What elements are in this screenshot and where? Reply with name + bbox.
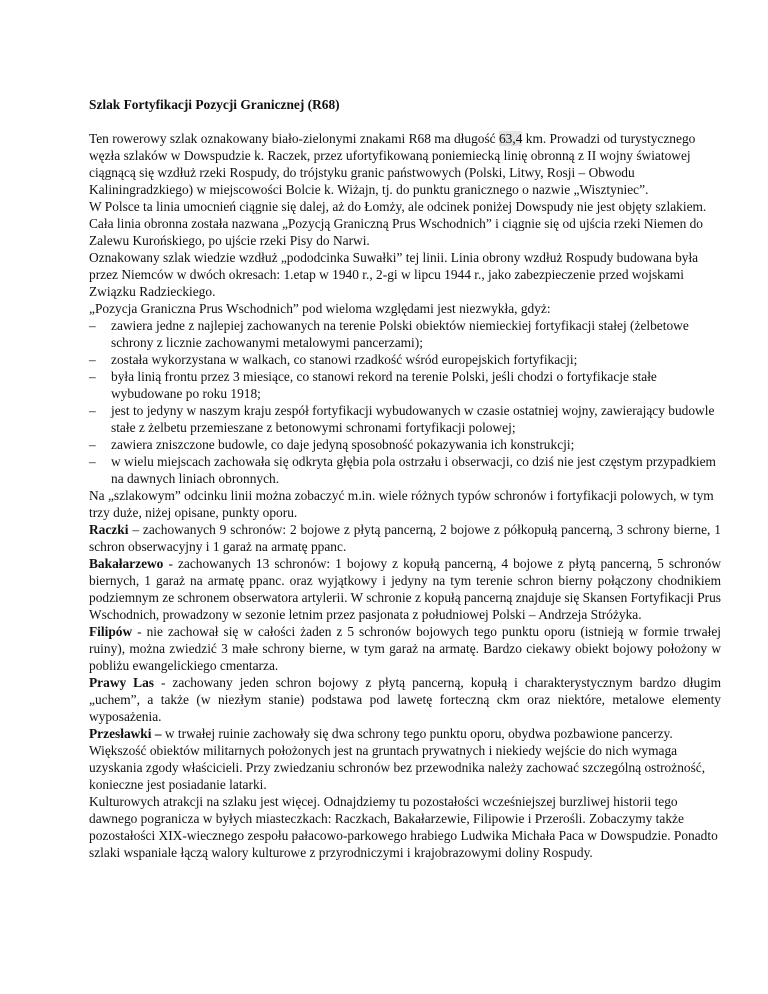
- point-description: - nie zachował się w całości żaden z 5 schronów bojowych tego punktu oporu (istnieją w formie trwałej ruiny), można zwiedzić 3 małe schrony bierne, w tym garaż na armatę. Bardzo ciekawy obiekt bojowy położony w pobliżu ewangelickiego cmentarza.: [89, 624, 721, 673]
- highlighted-distance: 63,4: [498, 131, 523, 146]
- paragraph-route: Oznakowany szlak wiedzie wzdłuż „pododcinka Suwałki” tej linii. Linia obrony wzdłuż Rospudy budowana była przez Niemców w dwóch okresach: 1.etap w 1940 r., 2-gi w lipcu 1944 r., jako zabezpieczenie przed wojskami Związku Radzieckiego.: [89, 250, 699, 299]
- list-item: – w wielu miejscach zachowała się odkryta głębia pola ostrzału i obserwacji, co dziś nie jest częstym przypadkiem na dawnych liniach obronnych.: [89, 453, 721, 487]
- paragraph-visiting: Większość obiektów militarnych położonych jest na gruntach prywatnych i niekiedy wejście do nich wymaga uzyskania zgody właścicieli. Przy zwiedzaniu schronów bez przewodnika należy zachować szczególną ostrożność, konieczne jest posiadanie latarki.: [89, 743, 706, 792]
- paragraph-culture: Kulturowych atrakcji na szlaku jest więcej. Odnajdziemy tu pozostałości wcześniejszej burzliwej historii tego dawnego pogranicza w byłych miasteczkach: Raczkach, Bakałarzewie, Filipowie i Przerośli. Zobaczymy także pozostałości XIX-wiecznego zespołu pałacowo-parkowego hrabiego Ludwika Michała Paca w Dowspudzie. Ponadto szlaki wspaniale łączą walory kulturowe z przyrodniczymi i krajobrazowymi doliny Rospudy.: [89, 794, 718, 860]
- point-description: - zachowanych 13 schronów: 1 bojowy z kopułą pancerną, 4 bojowe z płytą pancerną, 5 schronów biernych, 1 garaż na armatę ppanc. oraz wyjątkowy i jedyny na tym terenie schron bierny połączony chodnikiem podziemnym ze schronem obserwatora artylerii. W schronie z kopułą pancerną znajduje się Skansen Fortyfikacji Prus Wschodnich, prowadzony w sezonie letnim przez pasjonata z południowej Polski – Andrzeja Stróżyka.: [89, 556, 722, 622]
- document-page: [89, 96, 721, 861]
- point-przeslawki: [89, 725, 721, 742]
- paragraph-extent: W Polsce ta linia umocnień ciągnie się dalej, aż do Łomży, ale odcinek poniżej Dowspudy nie jest objęty szlakiem. Cała linia obronna została nazwana „Pozycją Graniczną Prus Wschodnich” i ciągnie się od ujścia rzeki Niemen do Zalewu Kurońskiego, po ujście rzeki Pisy do Narwi.: [89, 199, 707, 248]
- point-name: Filipów: [89, 624, 133, 639]
- point-filipow: [89, 623, 721, 674]
- document-title: Szlak Fortyfikacji Pozycji Granicznej (R68): [89, 97, 340, 112]
- point-prawy-las: [89, 674, 721, 725]
- point-raczki: [89, 521, 721, 555]
- point-bakalarzewo: [89, 555, 721, 623]
- intro-text-start: Ten rowerowy szlak oznakowany biało-zielonymi znakami R68 ma długość: [89, 131, 499, 146]
- list-item: – jest to jedyny w naszym kraju zespół fortyfikacji wybudowanych w czasie ostatniej wojny, zawierający budowle stałe z żelbetu przemieszane z betonowymi schronami fortyfikacji polowej;: [89, 402, 721, 436]
- list-item: – była linią frontu przez 3 miesiące, co stanowi rekord na terenie Polski, jeśli chodzi o fortyfikacje stałe wybudowane po roku 1918;: [89, 368, 721, 402]
- list-item: – zawiera zniszczone budowle, co daje jedyną sposobność pokazywania ich konstrukcji;: [89, 436, 721, 453]
- list-item: – zawiera jedne z najlepiej zachowanych na terenie Polski obiektów niemieckiej fortyfikacji stałej (żelbetowe schrony z licznie zachowanymi metalowymi pancerzami);: [89, 317, 721, 351]
- point-name: Prawy Las: [89, 675, 154, 690]
- point-name: Raczki: [89, 522, 129, 537]
- paragraph-features-intro: „Pozycja Graniczna Prus Wschodnich” pod wieloma względami jest niezwykła, gdyż:: [89, 301, 551, 316]
- point-description: w trwałej ruinie zachowały się dwa schrony tego punktu oporu, obydwa pozbawione pancerzy.: [161, 726, 673, 741]
- intro-paragraph: [89, 130, 721, 198]
- paragraph-points-intro: Na „szlakowym” odcinku linii można zobaczyć m.in. wiele różnych typów schronów i fortyfikacji polowych, w tym trzy duże, niżej opisane, punkty oporu.: [89, 488, 714, 520]
- point-name: Bakałarzewo: [89, 556, 164, 571]
- point-name: Przesławki –: [89, 726, 162, 741]
- intro-text-end: km. Prowadzi od turystycznego węzła szlaków w Dowspudzie k. Raczek, przez ufortyfikowaną poniemiecką linię obronną z II wojny światowej ciągnącą się wzdłuż rzeki Rospudy, do trójstyku granic państwowych (Polski, Litwy, Rosji – Obwodu Kaliningradzkiego) w miejscowości Bolcie k. Wiżajn, tj. do punktu granicznego o nazwie „Wisztyniec”.: [89, 131, 696, 197]
- point-description: – zachowanych 9 schronów: 2 bojowe z płytą pancerną, 2 bojowe z półkopułą pancerną, 3 schrony bierne, 1 schron obserwacyjny i 1 garaż na armatę ppanc.: [89, 522, 721, 554]
- list-item: – została wykorzystana w walkach, co stanowi rzadkość wśród europejskich fortyfikacji;: [89, 351, 721, 368]
- features-list: [89, 317, 721, 487]
- point-description: - zachowany jeden schron bojowy z płytą pancerną, kopułą i charakterystycznym bardzo długim „uchem”, a także (w niezłym stanie) podstawa pod lawetę forteczną ckm oraz niektóre, metalowe elementy wyposażenia.: [89, 675, 721, 724]
